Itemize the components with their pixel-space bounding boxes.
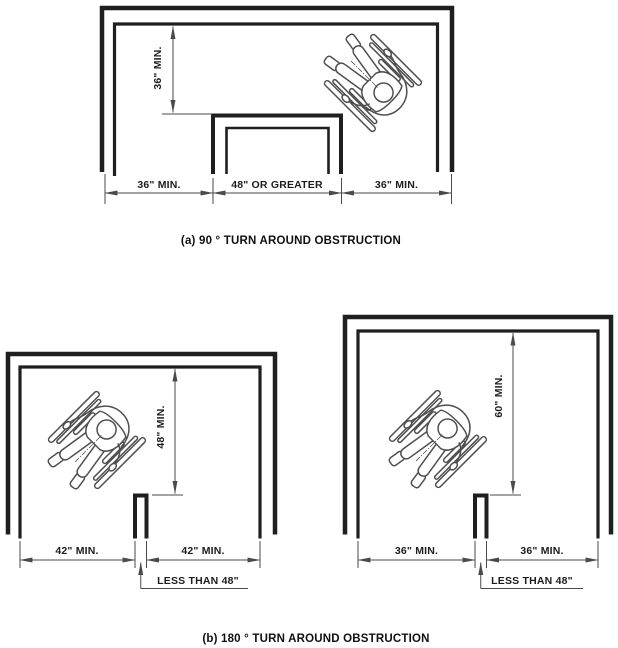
outer-wall xyxy=(345,317,611,535)
figure-b-right-walls xyxy=(345,317,611,539)
dimension-label-vertical: 48" MIN. xyxy=(155,405,167,449)
dimension-label-center: 48" OR GREATER xyxy=(231,179,323,191)
dimension-label-gap: LESS THAN 48" xyxy=(491,575,573,587)
dimension-label-left: 36" MIN. xyxy=(394,545,439,557)
figure-b-left xyxy=(8,354,275,589)
figure-a xyxy=(102,8,452,247)
dimension-label-right: 42" MIN. xyxy=(181,545,225,557)
wheelchair-user-figure xyxy=(36,389,148,501)
figure-a-caption: (a) 90 ° TURN AROUND OBSTRUCTION xyxy=(180,235,402,247)
dimension-label-left: 42" MIN. xyxy=(55,545,99,557)
obstruction xyxy=(135,496,147,539)
inner-wall xyxy=(20,367,260,539)
obstruction xyxy=(475,496,487,539)
dimension-label-gap: LESS THAN 48" xyxy=(157,575,239,587)
dimension-label-right: 36" MIN. xyxy=(520,545,564,557)
dimension-label-vertical: 60" MIN. xyxy=(493,374,505,418)
figure-b-caption: (b) 180 ° TURN AROUND OBSTRUCTION xyxy=(202,633,430,645)
obstruction-inner xyxy=(227,128,329,174)
dimension-label-vertical: 36" MIN. xyxy=(152,46,164,90)
obstruction-outer xyxy=(213,116,341,175)
dimension-label-left: 36" MIN. xyxy=(137,179,181,191)
wheelchair-user-figure xyxy=(377,388,489,500)
figure-b-right xyxy=(345,317,611,589)
dimension-label-right: 36" MIN. xyxy=(374,179,419,191)
